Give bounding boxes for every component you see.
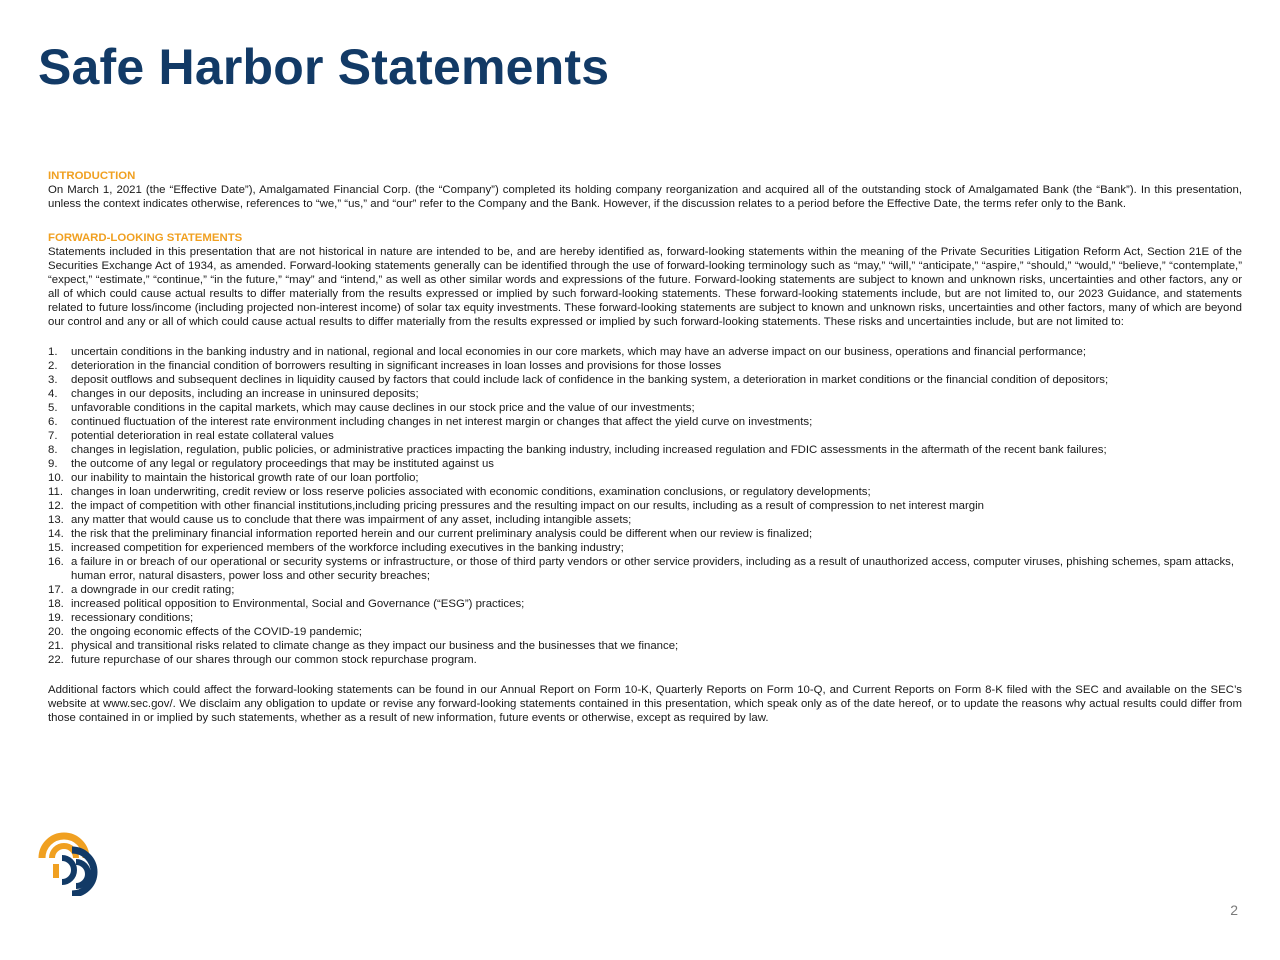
risk-factor-item xyxy=(48,457,1242,471)
risk-factor-text: uncertain conditions in the banking industry and in national, regional and local economies in our core markets, which may have an adverse impact on our business, operations and financial performance; xyxy=(71,346,1086,358)
risk-factor-number: 1. xyxy=(48,346,58,358)
risk-factor-text: the risk that the preliminary financial information reported herein and our current preliminary analysis could be different when our review is finalized; xyxy=(71,528,813,540)
risk-factor-item xyxy=(48,373,1242,387)
risk-factor-number: 14. xyxy=(48,528,64,540)
risk-factor-list xyxy=(48,345,1242,667)
risk-factor-text: unfavorable conditions in the capital markets, which may cause declines in our stock price and the value of our investments; xyxy=(71,402,695,414)
risk-factor-item xyxy=(48,345,1242,359)
risk-factor-item xyxy=(48,401,1242,415)
risk-factor-number: 4. xyxy=(48,388,58,400)
risk-factor-item xyxy=(48,597,1242,611)
risk-factor-item xyxy=(48,499,1242,513)
page-title: Safe Harbor Statements xyxy=(38,39,610,95)
risk-factor-item xyxy=(48,471,1242,485)
risk-factor-number: 12. xyxy=(48,500,64,512)
risk-factor-number: 8. xyxy=(48,444,58,456)
spacer xyxy=(48,211,1242,231)
risk-factor-number: 13. xyxy=(48,514,64,526)
intro-heading: INTRODUCTION xyxy=(48,170,136,182)
risk-factor-item xyxy=(48,555,1242,583)
risk-factor-text: the impact of competition with other financial institutions,including pricing pressures and the resulting impact on our results, including as a result of compression to net interest margin xyxy=(71,500,984,512)
risk-factor-text: changes in our deposits, including an increase in uninsured deposits; xyxy=(71,388,419,400)
risk-factor-text: our inability to maintain the historical growth rate of our loan portfolio; xyxy=(71,472,419,484)
risk-factor-text: deterioration in the financial condition of borrowers resulting in significant increases in loan losses and provisions for those losses xyxy=(71,360,722,372)
spacer xyxy=(48,329,1242,345)
intro-paragraph: On March 1, 2021 (the “Effective Date”), Amalgamated Financial Corp. (the “Company”) completed its holding company reorganization and acquired all of the outstanding stock of Amalgamated Bank (the “Bank”). In this presentation, unless the context indicates otherwise, references to “we,” “us,” and “our” refer to the Company and the Bank. However, if the discussion relates to a period before the Effective Date, the terms refer only to the Bank. xyxy=(48,184,1242,210)
risk-factor-item xyxy=(48,639,1242,653)
risk-factor-text: potential deterioration in real estate collateral values xyxy=(71,430,334,442)
risk-factor-text: future repurchase of our shares through our common stock repurchase program. xyxy=(71,654,477,666)
risk-factor-number: 3. xyxy=(48,374,58,386)
risk-factor-item xyxy=(48,527,1242,541)
risk-factor-number: 10. xyxy=(48,472,64,484)
risk-factor-text: changes in legislation, regulation, public policies, or administrative practices impacting the banking industry, including increased regulation and FDIC assessments in the aftermath of the recent bank failures; xyxy=(71,444,1107,456)
risk-factor-number: 16. xyxy=(48,556,64,568)
risk-factor-number: 20. xyxy=(48,626,64,638)
risk-factor-number: 6. xyxy=(48,416,58,428)
risk-factor-number: 9. xyxy=(48,458,58,470)
risk-factor-item xyxy=(48,583,1242,597)
risk-factor-item xyxy=(48,653,1242,667)
risk-factor-item xyxy=(48,443,1242,457)
risk-factor-item xyxy=(48,513,1242,527)
risk-factor-text: changes in loan underwriting, credit review or loss reserve policies associated with economic conditions, examination conclusions, or regulatory developments; xyxy=(71,486,871,498)
risk-factor-number: 15. xyxy=(48,542,64,554)
risk-factor-text: the ongoing economic effects of the COVID-19 pandemic; xyxy=(71,626,363,638)
risk-factor-text: physical and transitional risks related to climate change as they impact our business and the businesses that we finance; xyxy=(71,640,679,652)
spacer xyxy=(48,667,1242,683)
risk-factor-number: 5. xyxy=(48,402,58,414)
forward-looking-paragraph: Statements included in this presentation that are not historical in nature are intended to be, and are hereby identified as, forward-looking statements within the meaning of the Private Securities Litigation Reform Act, Section 21E of the Securities Exchange Act of 1934, as amended. Forward-looking statements generally can be identified through the use of forward-looking terminology such as “may,” “will,” “anticipate,” “aspire,” “should,” “would,” “believe,” “contemplate,” “expect,” “estimate,” “continue,” “in the future,” “may” and “intend,” as well as other similar words and expressions of the future. Forward-looking statements are subject to known and unknown risks, uncertainties and other factors, any or all of which could cause actual results to differ materially from the results expressed or implied by such forward-looking statements. These forward-looking statements include, but are not limited to, our 2023 Guidance, and statements related to future loss/income (including projected non-interest income) of solar tax equity investments. These forward-looking statements are subject to known and unknown risks, uncertainties and other factors, many of which are beyond our control and any or all of which could cause actual results to differ materially from the results expressed or implied by such forward-looking statements. These risks and uncertainties include, but are not limited to: xyxy=(48,246,1242,328)
risk-factor-text: increased competition for experienced members of the workforce including executives in the banking industry; xyxy=(71,542,624,554)
risk-factor-number: 21. xyxy=(48,640,64,652)
risk-factor-item xyxy=(48,359,1242,373)
risk-factor-number: 19. xyxy=(48,612,64,624)
risk-factor-item xyxy=(48,387,1242,401)
risk-factor-text: continued fluctuation of the interest rate environment including changes in net interest margin or changes that affect the yield curve on investments; xyxy=(71,416,813,428)
risk-factor-text: deposit outflows and subsequent declines in liquidity caused by factors that could include lack of confidence in the banking system, a deterioration in market conditions or the financial condition of depositors; xyxy=(71,374,1109,386)
risk-factor-text: the outcome of any legal or regulatory proceedings that may be instituted against us xyxy=(71,458,494,470)
risk-factor-item xyxy=(48,415,1242,429)
risk-factor-number: 22. xyxy=(48,654,64,666)
risk-factor-number: 2. xyxy=(48,360,58,372)
risk-factor-number: 7. xyxy=(48,430,58,442)
amalgamated-logo-icon xyxy=(36,820,112,896)
risk-factor-text: a downgrade in our credit rating; xyxy=(71,584,235,596)
safe-harbor-body xyxy=(48,169,1242,725)
risk-factor-item xyxy=(48,611,1242,625)
risk-factor-item xyxy=(48,541,1242,555)
risk-factor-item xyxy=(48,429,1242,443)
risk-factor-number: 17. xyxy=(48,584,64,596)
forward-looking-heading: FORWARD-LOOKING STATEMENTS xyxy=(48,232,243,244)
risk-factor-number: 18. xyxy=(48,598,64,610)
risk-factor-item xyxy=(48,485,1242,499)
additional-factors-paragraph: Additional factors which could affect the forward-looking statements can be found in our Annual Report on Form 10-K, Quarterly Reports on Form 10-Q, and Current Reports on Form 8-K filed with the SEC and available on the SEC’s website at www.sec.gov/. We disclaim any obligation to update or revise any forward-looking statements contained in this presentation, which speak only as of the date hereof, or to update the reasons why actual results could differ from those contained in or implied by such statements, whether as a result of new information, future events or otherwise, except as required by law. xyxy=(48,684,1242,724)
risk-factor-text: a failure in or breach of our operational or security systems or infrastructure, or those of third party vendors or other service providers, including as a result of unauthorized access, computer viruses, phishing schemes, spam attacks, human error, natural disasters, power loss and other security breaches; xyxy=(71,556,1235,582)
risk-factor-text: any matter that would cause us to conclude that there was impairment of any asset, including intangible assets; xyxy=(71,514,632,526)
page-number: 2 xyxy=(1230,902,1238,918)
risk-factor-text: recessionary conditions; xyxy=(71,612,194,624)
risk-factor-text: increased political opposition to Environmental, Social and Governance (“ESG”) practices; xyxy=(71,598,525,610)
risk-factor-number: 11. xyxy=(48,486,63,498)
risk-factor-item xyxy=(48,625,1242,639)
